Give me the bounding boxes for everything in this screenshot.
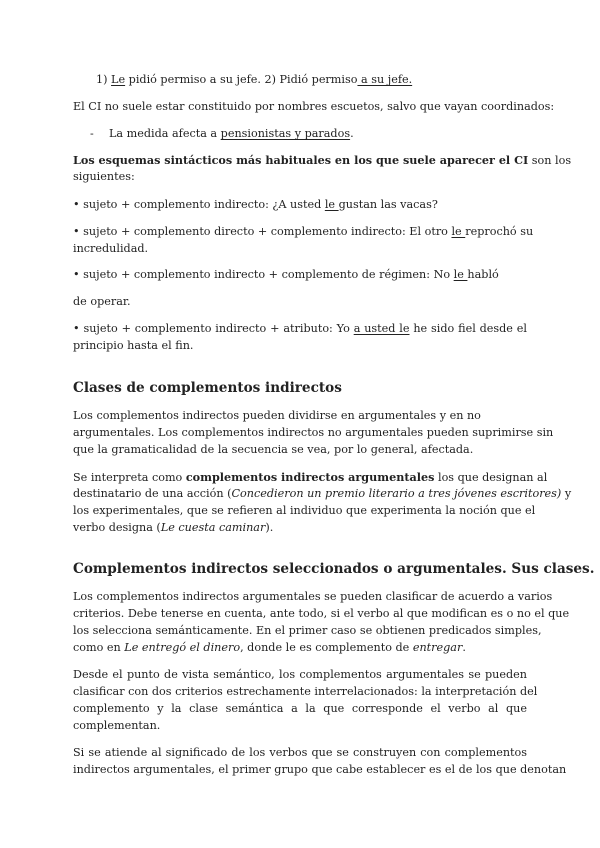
text-line: Desde el punto de vista semántico, los complementos argumentales se pueden: [73, 668, 527, 681]
text-line: complemento y la clase semántica a la que corresponde el verbo al que: [73, 702, 527, 715]
text-line: principio hasta el fin.: [73, 339, 194, 352]
text-line: incredulidad.: [73, 242, 149, 255]
text-line: destinatario de una acción (Concedieron un premio literario a tres jóvenes escritores) y: [73, 487, 572, 500]
text-line: que la gramaticalidad de la secuencia se vea, por lo general, afectada.: [73, 443, 474, 456]
text-line: indirectos argumentales, el primer grupo que cabe establecer es el de los que denotan: [73, 763, 567, 776]
schema-item: • sujeto + complemento directo + complemento indirecto: El otro le reprochó su: [73, 225, 534, 238]
list-item: La medida afecta a pensionistas y parados.: [109, 127, 354, 140]
text-line: Los complementos indirectos argumentales se pueden clasificar de acuerdo a varios: [73, 590, 553, 603]
schema-item: • sujeto + complemento indirecto + atributo: Yo a usted le he sido fiel desde el: [73, 322, 527, 335]
underlined-phrase: pensionistas y parados: [220, 127, 351, 140]
text-line: siguientes:: [73, 170, 135, 183]
text-line: argumentales. Los complementos indirectos no argumentales pueden suprimirse sin: [73, 426, 554, 439]
text-line: verbo designa (Le cuesta caminar).: [73, 521, 274, 534]
section-heading: Clases de complementos indirectos: [73, 380, 342, 396]
text-line: Si se atiende al significado de los verbos que se construyen con complementos: [73, 746, 527, 759]
text-line: criterios. Debe tenerse en cuenta, ante todo, si el verbo al que modifican es o no el que: [73, 607, 570, 620]
example-line: 1) Le pidió permiso a su jefe. 2) Pidió permiso a su jefe.: [96, 73, 413, 86]
text-line: de operar.: [73, 295, 131, 308]
schema-item: • sujeto + complemento indirecto + complemento de régimen: No le habló: [73, 268, 499, 281]
list-dash: -: [90, 127, 94, 140]
text-line: El CI no suele estar constituido por nombres escuetos, salvo que vayan coordinados:: [73, 100, 555, 113]
schema-item: • sujeto + complemento indirecto: ¿A usted le gustan las vacas?: [73, 198, 438, 211]
section-heading: Complementos indirectos seleccionados o argumentales. Sus clases.: [73, 561, 595, 577]
text-line: los selecciona semánticamente. En el primer caso se obtienen predicados simples,: [73, 624, 542, 637]
text-line: Los complementos indirectos pueden dividirse en argumentales y en no: [73, 409, 481, 422]
text-line: los experimentales, que se refieren al individuo que experimenta la noción que el: [73, 504, 536, 517]
text-line: Los esquemas sintácticos más habituales en los que suele aparecer el CI son los: [73, 153, 572, 167]
underlined-phrase: a su jefe.: [357, 73, 413, 86]
underlined-le: Le: [111, 73, 126, 86]
text-line: Se interpreta como complementos indirectos argumentales los que designan al: [73, 470, 548, 484]
text-line: clasificar con dos criterios estrechamente interrelacionados: la interpretación del: [73, 685, 538, 698]
text-line: como en Le entregó el dinero, donde le es complemento de entregar.: [73, 641, 466, 654]
text-line: complementan.: [73, 719, 161, 732]
